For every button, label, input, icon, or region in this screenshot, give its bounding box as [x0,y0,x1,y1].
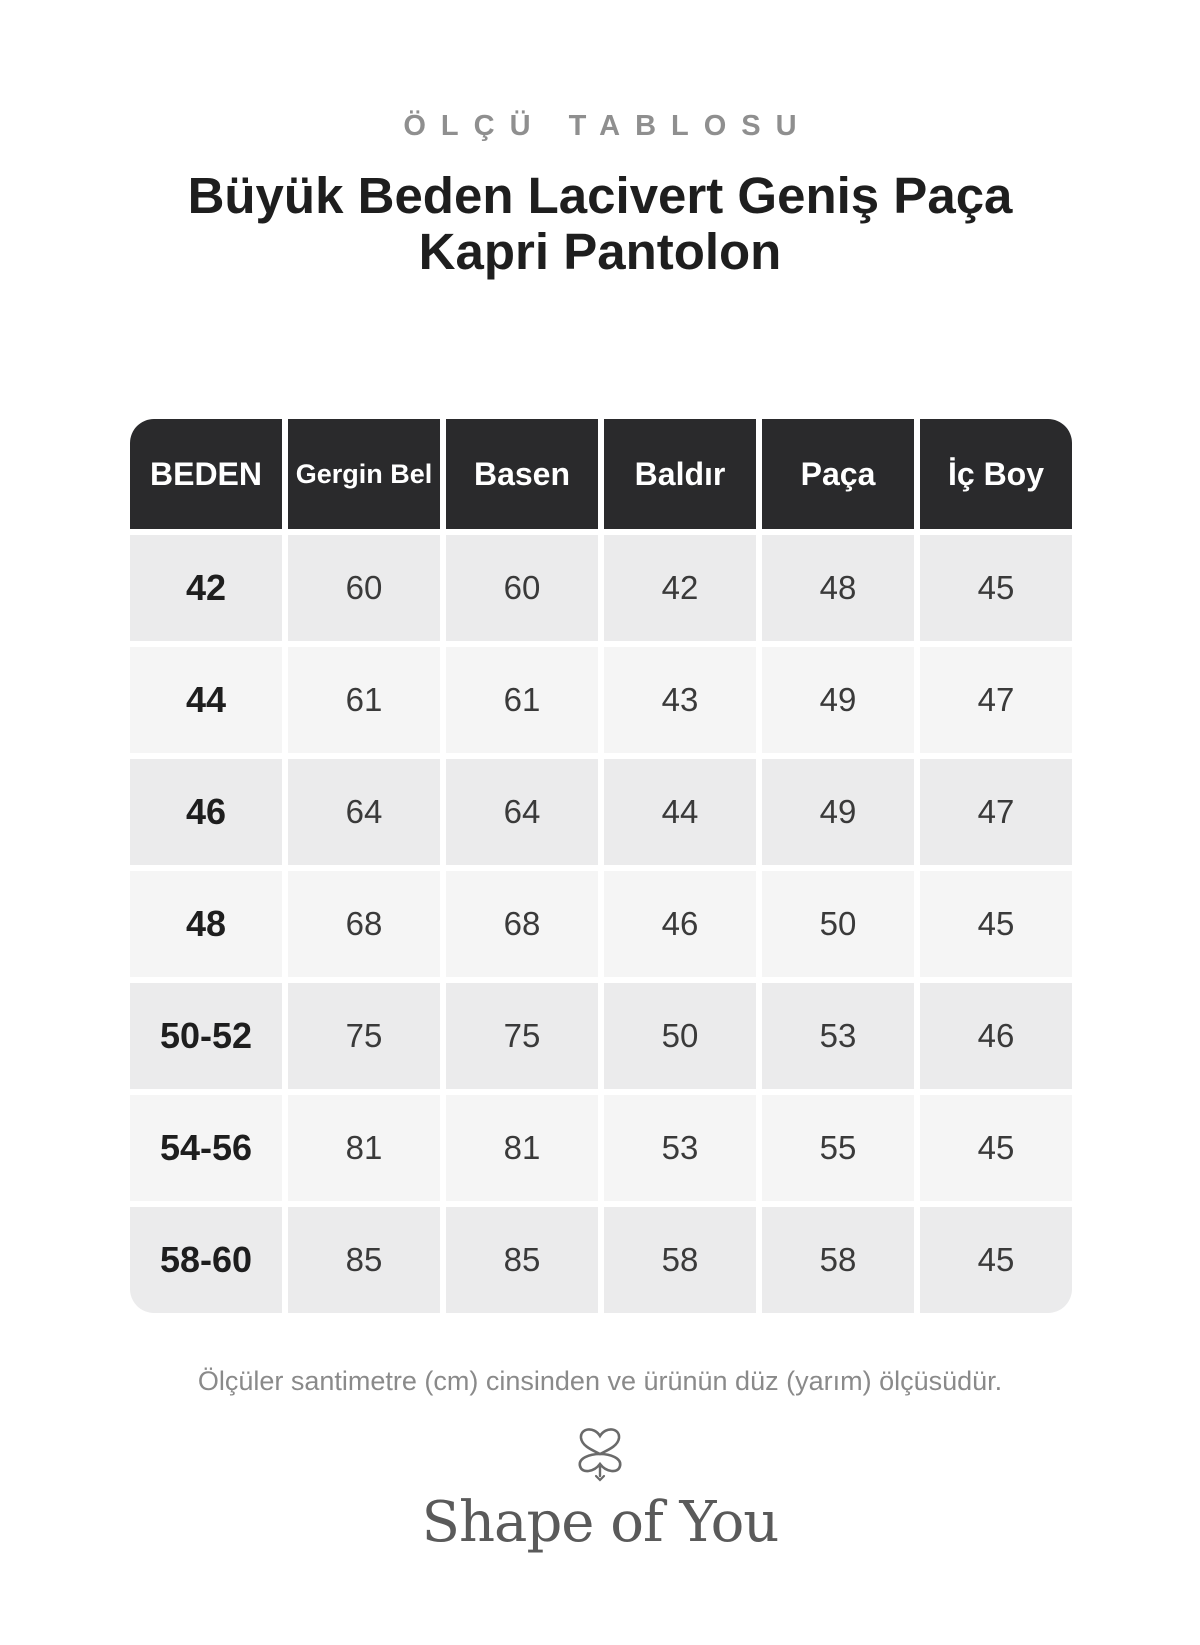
column-header: Gergin Bel [288,419,440,529]
measurement-cell: 81 [288,1095,440,1201]
measurement-cell: 55 [762,1095,914,1201]
eyebrow-label: ÖLÇÜ TABLOSU [403,110,812,142]
column-header: İç Boy [920,419,1072,529]
measurement-cell: 53 [604,1095,756,1201]
measurement-cell: 48 [762,535,914,641]
measurement-cell: 49 [762,759,914,865]
measurement-cell: 85 [288,1207,440,1313]
size-cell: 54-56 [130,1095,282,1201]
measurement-cell: 47 [920,759,1072,865]
measurement-cell: 46 [604,871,756,977]
measurement-cell: 49 [762,647,914,753]
measurement-cell: 60 [288,535,440,641]
size-cell: 44 [130,647,282,753]
column-header: BEDEN [130,419,282,529]
measurement-cell: 42 [604,535,756,641]
size-cell: 48 [130,871,282,977]
measurement-cell: 64 [446,759,598,865]
measurement-cell: 68 [446,871,598,977]
measurement-cell: 53 [762,983,914,1089]
measurement-note: Ölçüler santimetre (cm) cinsinden ve ürünün düz (yarım) ölçüsüdür. [197,1366,1003,1396]
size-cell: 50-52 [130,983,282,1089]
measurement-cell: 61 [288,647,440,753]
measurement-cell: 45 [920,871,1072,977]
measurement-cell: 50 [604,983,756,1089]
page-title [100,168,1100,280]
measurement-cell: 43 [604,647,756,753]
column-header: Basen [446,419,598,529]
column-header: Baldır [604,419,756,529]
column-header: Paça [762,419,914,529]
measurement-cell: 58 [762,1207,914,1313]
measurement-cell: 47 [920,647,1072,753]
brand-logo-text: Shape of You [421,1490,779,1555]
measurement-cell: 64 [288,759,440,865]
size-cell: 46 [130,759,282,865]
measurement-cell: 50 [762,871,914,977]
measurement-cell: 85 [446,1207,598,1313]
measurement-cell: 44 [604,759,756,865]
measurement-cell: 58 [604,1207,756,1313]
measurement-cell: 60 [446,535,598,641]
size-chart-table [130,419,1072,1313]
measurement-cell: 46 [920,983,1072,1089]
measurement-cell: 61 [446,647,598,753]
double-heart-logo-icon [568,1424,632,1484]
size-cell: 58-60 [130,1207,282,1313]
measurement-cell: 45 [920,535,1072,641]
measurement-cell: 45 [920,1207,1072,1313]
measurement-cell: 81 [446,1095,598,1201]
title-line-2: Kapri Pantolon [418,223,782,280]
measurement-cell: 45 [920,1095,1072,1201]
size-cell: 42 [130,535,282,641]
title-line-1: Büyük Beden Lacivert Geniş Paça [187,167,1013,224]
measurement-cell: 75 [446,983,598,1089]
measurement-cell: 75 [288,983,440,1089]
measurement-cell: 68 [288,871,440,977]
